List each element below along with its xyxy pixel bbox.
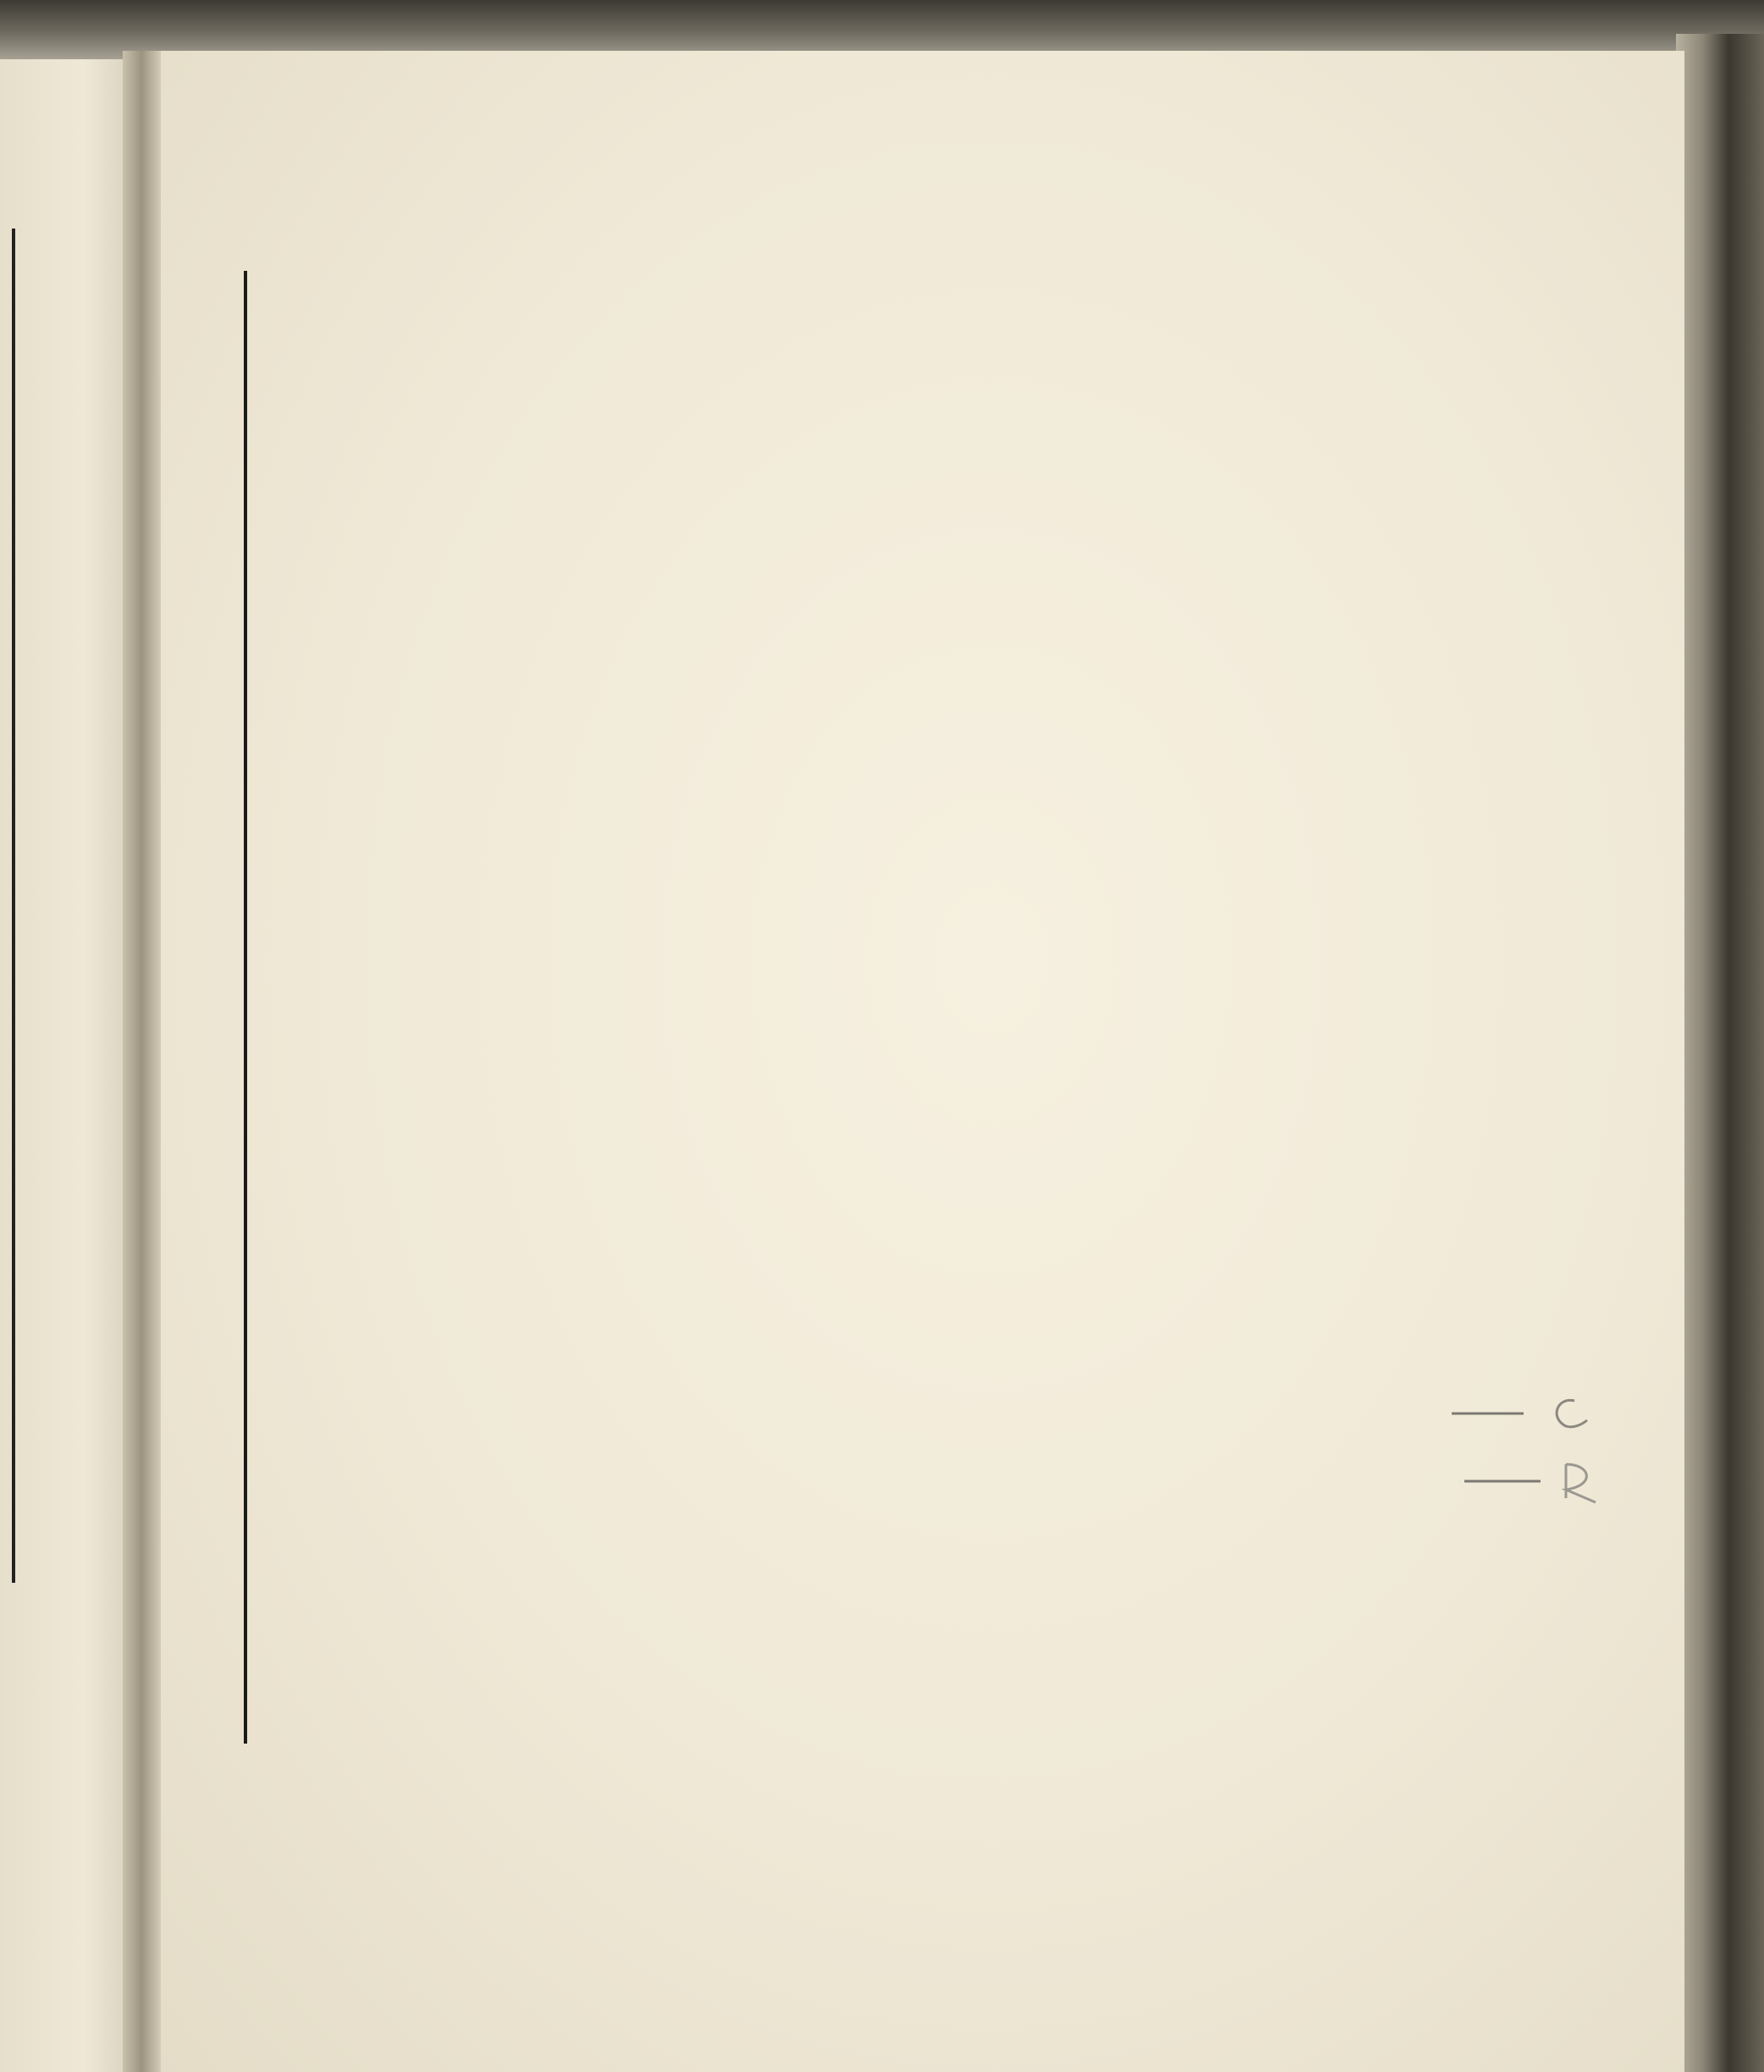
right-page — [144, 51, 1684, 2072]
book-gutter — [123, 51, 161, 2072]
left-page-edge — [0, 59, 140, 2072]
book-right-edge — [1676, 34, 1764, 2072]
pencil-marks — [1447, 1380, 1684, 1515]
frame-left-rule — [244, 271, 247, 1744]
left-page-rule — [12, 229, 15, 1583]
